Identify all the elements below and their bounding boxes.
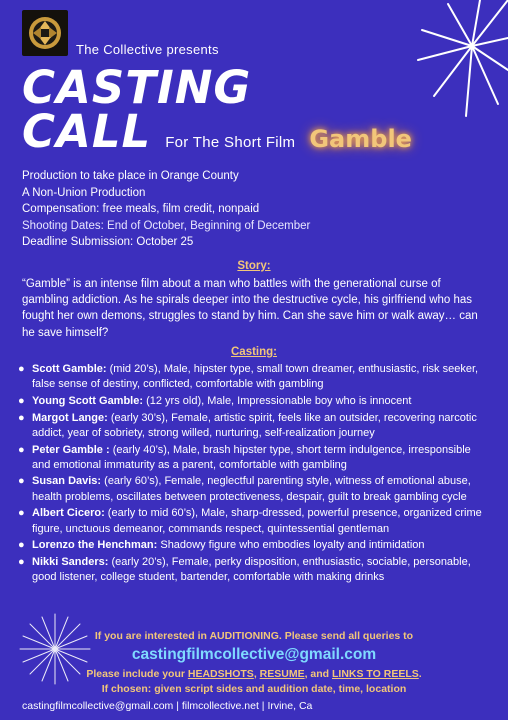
role-name: Peter Gamble : bbox=[32, 443, 110, 456]
camera-aperture-logo-icon bbox=[22, 10, 68, 56]
list-item: ● Nikki Sanders: (early 20’s), Female, perky disposition, enthusiastic, sociable, personable, good listener, college student, bartender, comfortable with making drinks bbox=[18, 555, 471, 584]
for-short-film-text: For The Short Film bbox=[165, 134, 296, 151]
reels-link[interactable]: LINKS TO REELS bbox=[332, 668, 419, 680]
role-description: (early 60’s), Female, neglectful parenting style, witness of emotional abuse, health problems, oscillates between protectiveness, despair, guilt to break gambling cycle bbox=[32, 475, 471, 503]
story-text: “Gamble” is an intense film about a man who battles with the generational curse of gambling addiction. As he spirals deeper into the destructive cycle, his girlfriend who has fought her own demons, struggles to stand by him. Can she save him or walk away… can he save himself? bbox=[22, 278, 478, 339]
film-title: Gamble bbox=[309, 125, 412, 153]
detail-line: Shooting Dates: End of October, Beginning of December bbox=[22, 219, 311, 232]
contact-footer: castingfilmcollective@gmail.com | filmcollective.net | Irvine, Ca bbox=[22, 700, 313, 712]
resume-link[interactable]: RESUME bbox=[259, 668, 305, 680]
role-name: Albert Cicero: bbox=[32, 507, 105, 520]
contact-email-link[interactable]: castingfilmcollective@gmail.com bbox=[131, 646, 377, 663]
role-name: Nikki Sanders: bbox=[32, 555, 109, 568]
presenter-text: The Collective presents bbox=[76, 42, 219, 57]
role-description: (12 yrs old), Male, Impressionable boy who is innocent bbox=[143, 394, 412, 407]
list-item: ● Albert Cicero: (early to mid 60’s), Male, sharp-dressed, powerful presence, organized crime figure, unctuous demeanor, commands respect, quintessential gentleman bbox=[18, 507, 482, 535]
starburst-icon bbox=[388, 0, 508, 120]
role-description: (early 30’s), Female, artistic spirit, feels like an outsider, recovering narcotic addict, year of sobriety, strong willed, nurturing, self-realization journey bbox=[32, 411, 477, 439]
list-item: ● Lorenzo the Henchman: Shadowy figure who embodies loyalty and intimidation bbox=[18, 539, 425, 552]
detail-line: Deadline Submission: October 25 bbox=[22, 236, 194, 248]
casting-heading: CASTING bbox=[22, 61, 252, 114]
submission-requirements: Please include your HEADSHOTS, RESUME, and LINKS TO REELS. bbox=[86, 668, 422, 680]
role-name: Margot Lange: bbox=[32, 411, 108, 424]
list-item: ● Young Scott Gamble: (12 yrs old), Male, Impressionable boy who is innocent bbox=[18, 394, 412, 407]
headshots-link[interactable]: HEADSHOTS bbox=[187, 668, 254, 680]
list-item: ● Margot Lange: (early 30’s), Female, artistic spirit, feels like an outsider, recovering narcotic addict, year of sobriety, strong willed, nurturing, self-realization journey bbox=[18, 411, 477, 439]
story-heading: Story: bbox=[237, 260, 271, 272]
title-row bbox=[22, 105, 412, 158]
list-item: ● Peter Gamble : (early 40’s), Male, brash hipster type, short term indulgence, irresponsible and emotional immaturity as a parent, comfortable with gambling bbox=[18, 443, 471, 471]
role-description: (early 40’s), Male, brash hipster type, short term indulgence, irresponsible and emotional immaturity as a parent, comfortable with gambling bbox=[32, 443, 471, 471]
detail-line: Production to take place in Orange County bbox=[22, 170, 239, 182]
detail-line: Compensation: free meals, film credit, nonpaid bbox=[22, 203, 260, 215]
audition-followup: If chosen: given script sides and audition date, time, location bbox=[101, 683, 407, 695]
list-item: ● Scott Gamble: (mid 20’s), Male, hipster type, small town dreamer, enthusiastic, risk seeker, false sense of destiny, conflicted, comfortable with gambling bbox=[18, 363, 479, 391]
role-description: (mid 20’s), Male, hipster type, small town dreamer, enthusiastic, risk seeker, false sense of destiny, conflicted, comfortable with gambling bbox=[32, 363, 479, 391]
production-details bbox=[22, 168, 310, 251]
audition-instructions: If you are interested in AUDITIONING. Please send all queries to bbox=[94, 630, 414, 642]
role-name: Scott Gamble: bbox=[32, 363, 107, 375]
role-name: Susan Davis: bbox=[32, 475, 102, 488]
casting-section-heading: Casting: bbox=[231, 346, 277, 358]
role-name: Young Scott Gamble: bbox=[32, 394, 144, 407]
role-description: (early to mid 60’s), Male, sharp-dressed, powerful presence, organized crime figure, unctuous demeanor, commands respect, quintessential gentleman bbox=[32, 507, 482, 535]
role-description: Shadowy figure who embodies loyalty and intimidation bbox=[157, 539, 425, 552]
role-list bbox=[14, 362, 492, 587]
list-item: ● Susan Davis: (early 60’s), Female, neglectful parenting style, witness of emotional abuse, health problems, oscillates between protectiveness, despair, guilt to break gambling cycle bbox=[18, 475, 471, 503]
role-description: (early 20’s), Female, perky disposition, enthusiastic, sociable, personable, good listener, college student, bartender, comfortable with making drinks bbox=[32, 555, 471, 584]
call-heading: CALL bbox=[22, 105, 152, 158]
role-name: Lorenzo the Henchman: bbox=[32, 539, 158, 552]
detail-line: A Non-Union Production bbox=[22, 186, 146, 199]
